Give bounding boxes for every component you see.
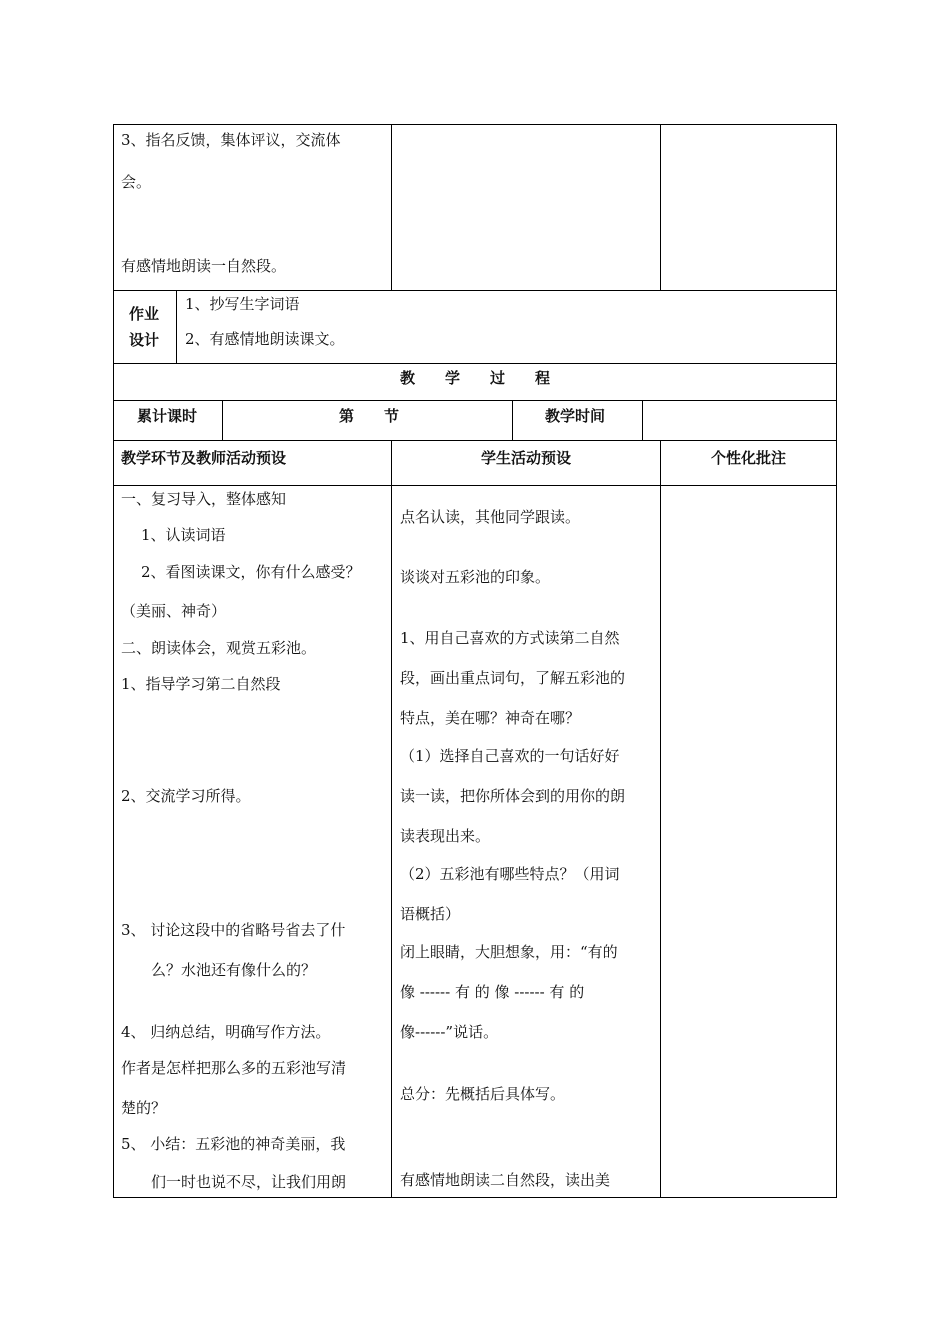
student-line: 1、用自己喜欢的方式读第二自然	[400, 629, 620, 647]
header-notes: 个性化批注	[710, 449, 786, 467]
homework-divider	[176, 290, 177, 364]
table-border-left	[113, 124, 114, 1198]
col-divider-2-top	[660, 124, 661, 291]
col-divider-1-top	[391, 124, 392, 291]
student-line: 段，画出重点词句，了解五彩池的	[400, 669, 626, 687]
cumulative-label: 累计课时	[137, 407, 198, 425]
section-label: 第 节	[339, 407, 400, 425]
teacher-line: 4、 归纳总结，明确写作方法。	[121, 1023, 331, 1041]
meta-divider-3	[642, 400, 643, 441]
table-border-top	[113, 124, 837, 125]
teacher-line: 二、朗读体会，观赏五彩池。	[121, 639, 317, 657]
student-line: 闭上眼睛，大胆想象，用：“有的	[400, 943, 618, 961]
teacher-line: 2、看图读课文，你有什么感受？	[141, 563, 361, 581]
student-line: 点名认读，其他同学跟读。	[400, 508, 581, 526]
col-divider-2-bottom	[660, 440, 661, 1198]
top-left-line-3: 有感情地朗读一自然段。	[121, 257, 287, 275]
teacher-line: 3、 讨论这段中的省略号省去了什	[121, 921, 346, 939]
table-border-right	[836, 124, 837, 1198]
table-border-row1	[113, 290, 837, 291]
teacher-line: 楚的？	[121, 1099, 167, 1117]
time-label: 教学时间	[545, 407, 606, 425]
student-line: 像 ------ 有 的 像 ------ 有 的	[400, 983, 585, 1001]
table-border-row2	[113, 363, 837, 364]
student-line: （1）选择自己喜欢的一句话好好	[400, 747, 620, 765]
homework-item-1: 1、抄写生字词语	[185, 295, 300, 313]
teacher-line: 一、复习导入，整体感知	[121, 490, 287, 508]
teacher-line: 1、指导学习第二自然段	[121, 675, 281, 693]
teacher-line: 5、 小结：五彩池的神奇美丽，我	[121, 1135, 346, 1153]
student-line: 特点，美在哪？神奇在哪？	[400, 709, 581, 727]
homework-item-2: 2、有感情地朗读课文。	[185, 330, 345, 348]
teacher-line: 么？水池还有像什么的？	[151, 961, 317, 979]
teacher-line: 1、认读词语	[141, 526, 226, 544]
student-line: 语概括）	[400, 905, 461, 923]
student-line: 读表现出来。	[400, 827, 491, 845]
top-left-line-1: 3、指名反馈，集体评议，交流体	[121, 131, 341, 149]
meta-divider-2	[512, 400, 513, 441]
top-left-line-2: 会。	[121, 173, 152, 191]
col-divider-1-bottom	[391, 440, 392, 1198]
process-title: 教 学 过 程	[399, 369, 550, 387]
student-line: 有感情地朗读二自然段，读出美	[400, 1171, 611, 1189]
student-line: 读一读，把你所体会到的用你的朗	[400, 787, 626, 805]
student-line: 像------”说话。	[400, 1023, 499, 1041]
table-border-bottom	[113, 1197, 837, 1198]
header-student: 学生活动预设	[480, 449, 571, 467]
student-line: （2）五彩池有哪些特点？（用词	[400, 865, 620, 883]
teacher-line: 作者是怎样把那么多的五彩池写清	[121, 1059, 347, 1077]
table-border-row5	[113, 485, 837, 486]
meta-divider-1	[222, 400, 223, 441]
teacher-line: （美丽、神奇）	[121, 602, 227, 620]
homework-label-1: 作业	[129, 305, 160, 323]
student-line: 谈谈对五彩池的印象。	[400, 568, 551, 586]
teacher-line: 2、交流学习所得。	[121, 787, 251, 805]
student-line: 总分：先概括后具体写。	[400, 1085, 566, 1103]
header-teacher: 教学环节及教师活动预设	[121, 449, 287, 467]
homework-label-2: 设计	[129, 331, 160, 349]
teacher-line: 们一时也说不尽，让我们用朗	[151, 1173, 347, 1191]
